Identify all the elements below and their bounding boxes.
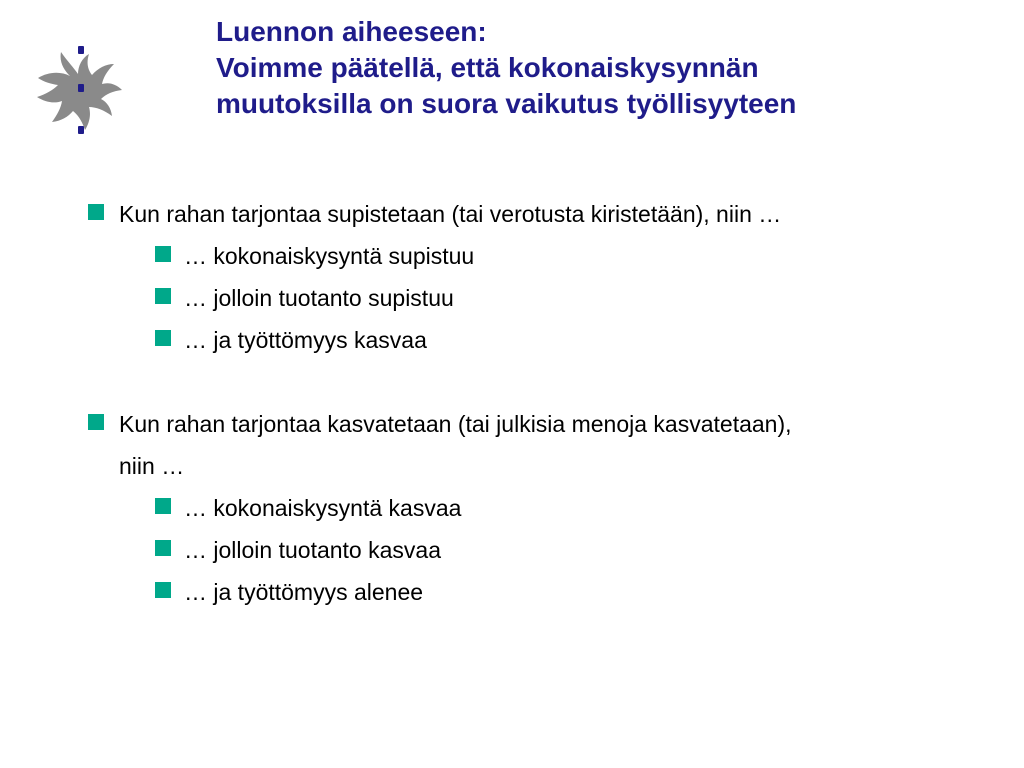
square-bullet-icon xyxy=(155,288,171,304)
sub-bullet-item xyxy=(88,319,988,361)
flame-logo-icon xyxy=(34,44,126,136)
bullet-text: Kun rahan tarjontaa supistetaan (tai verotusta kiristetään), niin … xyxy=(119,201,782,227)
square-bullet-icon xyxy=(155,582,171,598)
title-line-2: Voimme päätellä, että kokonaiskysynnän xyxy=(216,52,759,83)
sub-bullet-item xyxy=(88,277,988,319)
sub-bullet-text: … kokonaiskysyntä supistuu xyxy=(184,243,475,269)
square-bullet-icon xyxy=(155,330,171,346)
sub-bullet-text: … ja työttömyys kasvaa xyxy=(184,327,427,353)
square-bullet-icon xyxy=(88,204,104,220)
sub-bullet-item xyxy=(88,487,988,529)
title-line-1: Luennon aiheeseen: xyxy=(216,16,487,47)
spacer xyxy=(88,361,988,403)
bullet-item xyxy=(88,193,988,235)
sub-bullet-item xyxy=(88,235,988,277)
square-bullet-icon xyxy=(155,540,171,556)
bullet-continuation: niin … xyxy=(119,453,185,479)
slide-body xyxy=(88,193,988,613)
slide-title xyxy=(216,14,1006,122)
square-bullet-icon xyxy=(155,246,171,262)
sub-bullet-text: … jolloin tuotanto supistuu xyxy=(184,285,454,311)
bullet-text: Kun rahan tarjontaa kasvatetaan (tai julkisia menoja kasvatetaan), xyxy=(119,411,792,437)
title-line-3: muutoksilla on suora vaikutus työllisyyteen xyxy=(216,88,797,119)
square-bullet-icon xyxy=(155,498,171,514)
sub-bullet-text: … jolloin tuotanto kasvaa xyxy=(184,537,441,563)
sub-bullet-item xyxy=(88,529,988,571)
bullet-item xyxy=(88,403,988,445)
square-bullet-icon xyxy=(88,414,104,430)
sub-bullet-text: … ja työttömyys alenee xyxy=(184,579,424,605)
sub-bullet-item xyxy=(88,571,988,613)
sub-bullet-text: … kokonaiskysyntä kasvaa xyxy=(184,495,462,521)
